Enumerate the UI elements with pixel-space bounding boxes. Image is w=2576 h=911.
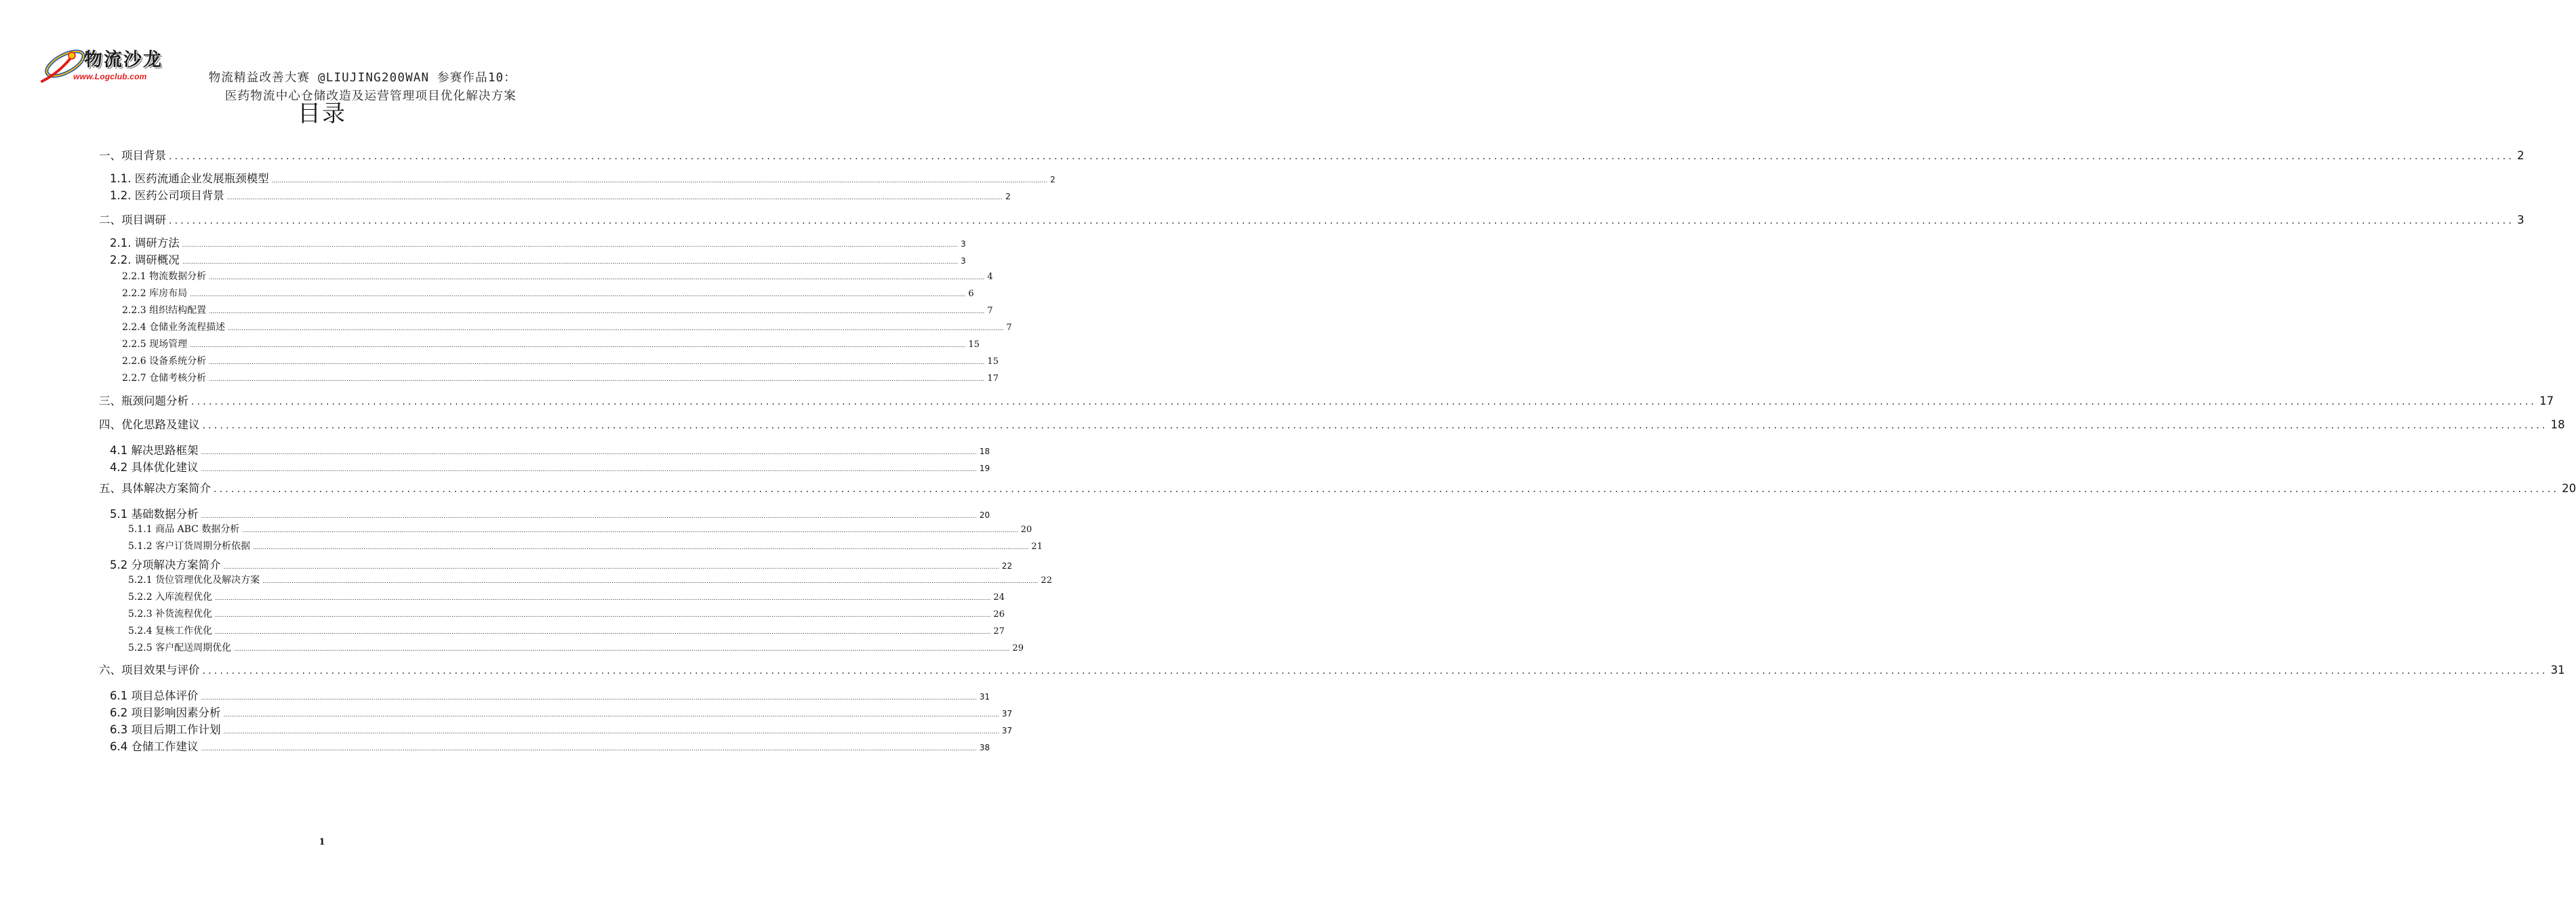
toc-entry[interactable] [110,234,966,250]
toc-entry[interactable] [110,687,990,703]
toc-entry-page: 22 [1001,561,1013,571]
toc-leader-dots: ................................................................................................................................................................................................................................................................................................................................................................................................................ [215,595,991,602]
toc-entry-label: 2.2.5 现场管理 [122,339,188,350]
toc-entry-label: 5.1.2 客户订货周期分析依据 [128,541,251,552]
toc-entry-page: 3 [2517,214,2524,226]
toc-entry-label: 5.1 基础数据分析 [110,508,199,521]
toc-entry-label: 三、瓶颈问题分析 [99,394,188,407]
toc-leader-dots: ................................................................................................................................................................................................................................................................................................................................................................................................................ [190,342,966,349]
toc-entry-label: 2.2.7 仓储考核分析 [122,373,207,384]
toc-entry[interactable] [122,337,980,350]
toc-entry-page: 2 [1050,175,1055,184]
logo-brand-text: 物流沙龙 [84,49,163,70]
toc-entry-page: 21 [1031,542,1043,552]
toc-entry-label: 2.1. 调研方法 [110,237,180,249]
toc-entry[interactable] [99,146,2524,163]
logo-url-text: www.Logclub.com [73,72,147,81]
toc-entry[interactable] [128,590,1005,603]
toc-entry-page: 37 [1001,709,1013,718]
toc-entry[interactable] [128,607,1005,620]
toc-leader-dots: ................................................................................................................................................................................................................................................................................................................................................................................................................ [201,466,977,473]
toc-entry-label: 五、具体解决方案简介 [99,482,211,495]
toc-entry-label: 5.2.5 客户配送周期优化 [128,643,232,653]
toc-entry-label: 2.2. 调研概况 [110,254,180,266]
toc-entry-page: 15 [968,340,980,350]
toc-entry-page: 7 [1006,323,1012,333]
toc-entry-page: 15 [987,357,999,367]
toc-leader-dots: ................................................................................................................................................................................................................................................................................................................................................................................................................ [234,646,1010,653]
toc-entry-label: 四、优化思路及建议 [99,418,200,431]
toc-entry-page: 20 [1020,525,1032,535]
toc-entry-label: 6.3 项目后期工作计划 [110,723,221,736]
toc-leader-dots: ................................................................................................................................................................................................................................................................................................................................................................................................................ [191,397,2537,407]
toc-leader-dots: ................................................................................................................................................................................................................................................................................................................................................................................................................ [201,695,977,702]
toc-leader-dots: ................................................................................................................................................................................................................................................................................................................................................................................................................ [182,242,959,249]
toc-entry[interactable] [110,186,1011,203]
toc-entry[interactable] [122,320,1012,333]
toc-entry[interactable] [122,269,993,283]
header-line-1: 物流精益改善大赛 @LIUJING200WAN 参赛作品10： [208,71,517,85]
toc-entry[interactable] [110,556,1013,572]
toc-entry-page: 3 [961,256,966,266]
toc-entry-label: 6.1 项目总体评价 [110,689,199,702]
toc-entry-label: 5.2.2 入库流程优化 [128,592,213,603]
toc-entry-label: 2.2.6 设备系统分析 [122,356,207,367]
toc-entry-label: 4.2 具体优化建议 [110,461,199,474]
toc-leader-dots: ................................................................................................................................................................................................................................................................................................................................................................................................................ [169,216,2515,226]
toc-entry-label: 4.1 解决思路框架 [110,444,199,457]
toc-entry-label: 2.2.2 库房布局 [122,288,188,299]
toc-leader-dots: ................................................................................................................................................................................................................................................................................................................................................................................................................ [209,275,985,281]
toc-leader-dots: ................................................................................................................................................................................................................................................................................................................................................................................................................ [190,291,966,298]
toc-entry[interactable] [122,371,999,384]
toc-entry-page: 38 [979,743,990,752]
toc-entry-label: 2.2.3 组织结构配置 [122,305,207,316]
toc-entry-page: 31 [2550,664,2565,676]
toc-entry[interactable] [110,169,1055,186]
toc-entry-page: 2 [1005,192,1011,201]
toc-entry[interactable] [110,737,990,754]
toc-entry[interactable] [128,641,1024,654]
toc-entry-page: 3 [961,239,966,249]
toc-entry[interactable] [110,721,1013,737]
toc-leader-dots: ................................................................................................................................................................................................................................................................................................................................................................................................................ [228,325,1004,332]
toc-entry-label: 六、项目效果与评价 [99,664,200,676]
toc-entry[interactable] [128,539,1043,552]
toc-leader-dots: ................................................................................................................................................................................................................................................................................................................................................................................................................ [202,666,2548,676]
toc-entry-page: 2 [2517,149,2524,162]
toc-entry-page: 20 [979,510,990,520]
toc-entry-page: 24 [993,592,1005,603]
toc-leader-dots: ................................................................................................................................................................................................................................................................................................................................................................................................................ [223,712,999,718]
toc-entry-label: 2.2.1 物流数据分析 [122,271,207,282]
toc-entry-label: 5.2 分项解决方案简介 [110,559,221,571]
toc-leader-dots: ................................................................................................................................................................................................................................................................................................................................................................................................................ [182,259,959,266]
toc-entry[interactable] [99,392,2554,408]
toc-leader-dots: ................................................................................................................................................................................................................................................................................................................................................................................................................ [201,513,977,520]
toc-entry-page: 18 [2550,418,2565,431]
toc-entry-page: 4 [987,272,993,282]
toc-entry-page: 6 [968,289,974,299]
toc-entry-page: 37 [1001,726,1013,735]
toc-entry-page: 19 [979,464,990,473]
toc-entry[interactable] [122,354,999,367]
toc-entry[interactable] [99,416,2565,432]
toc-entry[interactable] [128,624,1005,637]
toc-entry[interactable] [122,286,974,300]
page-title: 目录 [298,100,346,127]
toc-leader-dots: ................................................................................................................................................................................................................................................................................................................................................................................................................ [169,151,2515,162]
toc-entry-page: 22 [1041,575,1052,586]
toc-leader-dots: ................................................................................................................................................................................................................................................................................................................................................................................................................ [209,308,985,315]
toc-leader-dots: ................................................................................................................................................................................................................................................................................................................................................................................................................ [215,629,991,636]
toc-entry-label: 一、项目背景 [99,149,166,162]
page-number: 1 [319,837,325,847]
toc-entry-page: 17 [987,373,999,384]
toc-leader-dots: ................................................................................................................................................................................................................................................................................................................................................................................................................ [209,359,985,366]
toc-entry-label: 5.1.1 商品 ABC 数据分析 [128,524,240,535]
header-line-2: 医药物流中心仓储改造及运营管理项目优化解决方案 [224,89,517,103]
toc-leader-dots: ................................................................................................................................................................................................................................................................................................................................................................................................................ [201,746,977,752]
toc-entry-page: 27 [993,626,1005,636]
toc-entry-label: 5.2.3 补货流程优化 [128,609,213,620]
toc-entry-label: 1.1. 医药流通企业发展瓶颈模型 [110,172,269,185]
toc-entry[interactable] [99,211,2524,227]
toc-leader-dots: ................................................................................................................................................................................................................................................................................................................................................................................................................ [214,484,2560,495]
toc-entry-label: 1.2. 医药公司项目背景 [110,189,224,202]
toc-entry-page: 31 [979,692,990,702]
toc-entry-label: 6.2 项目影响因素分析 [110,706,221,719]
toc-leader-dots: ................................................................................................................................................................................................................................................................................................................................................................................................................ [223,729,999,735]
toc-leader-dots: ................................................................................................................................................................................................................................................................................................................................................................................................................ [202,420,2548,431]
toc-leader-dots: ................................................................................................................................................................................................................................................................................................................................................................................................................ [201,449,977,456]
toc-leader-dots: ................................................................................................................................................................................................................................................................................................................................................................................................................ [242,527,1018,534]
toc-entry-page: 20 [2562,482,2576,495]
toc-entry[interactable] [99,661,2565,677]
toc-entry-page: 7 [987,306,993,316]
toc-entry[interactable] [110,458,990,474]
toc-entry[interactable] [128,522,1032,535]
toc-entry[interactable] [110,704,1013,720]
toc-entry[interactable] [122,303,993,317]
toc-entry-label: 6.4 仓储工作建议 [110,740,199,753]
toc-leader-dots: ................................................................................................................................................................................................................................................................................................................................................................................................................ [223,564,999,571]
toc-leader-dots: ................................................................................................................................................................................................................................................................................................................................................................................................................ [262,578,1039,585]
toc-entry-page: 29 [1012,643,1024,653]
toc-entry[interactable] [110,251,966,267]
toc-leader-dots: ................................................................................................................................................................................................................................................................................................................................................................................................................ [215,612,991,619]
toc-entry[interactable] [99,479,2576,495]
toc-leader-dots: ................................................................................................................................................................................................................................................................................................................................................................................................................ [226,195,1003,201]
toc-entry[interactable] [110,441,990,458]
toc-leader-dots: ................................................................................................................................................................................................................................................................................................................................................................................................................ [271,178,1048,184]
toc-entry-label: 5.2.1 货位管理优化及解决方案 [128,575,260,586]
toc-entry-page: 26 [993,609,1005,620]
toc-entry-page: 18 [979,447,990,456]
toc-entry[interactable] [128,573,1052,586]
toc-leader-dots: ................................................................................................................................................................................................................................................................................................................................................................................................................ [253,544,1029,551]
toc-entry-label: 2.2.4 仓储业务流程描述 [122,322,226,333]
toc-entry[interactable] [110,505,990,521]
toc-entry-label: 二、项目调研 [99,214,166,226]
toc-entry-page: 17 [2539,394,2554,407]
toc-leader-dots: ................................................................................................................................................................................................................................................................................................................................................................................................................ [209,376,985,383]
toc-entry-label: 5.2.4 复核工作优化 [128,626,213,636]
